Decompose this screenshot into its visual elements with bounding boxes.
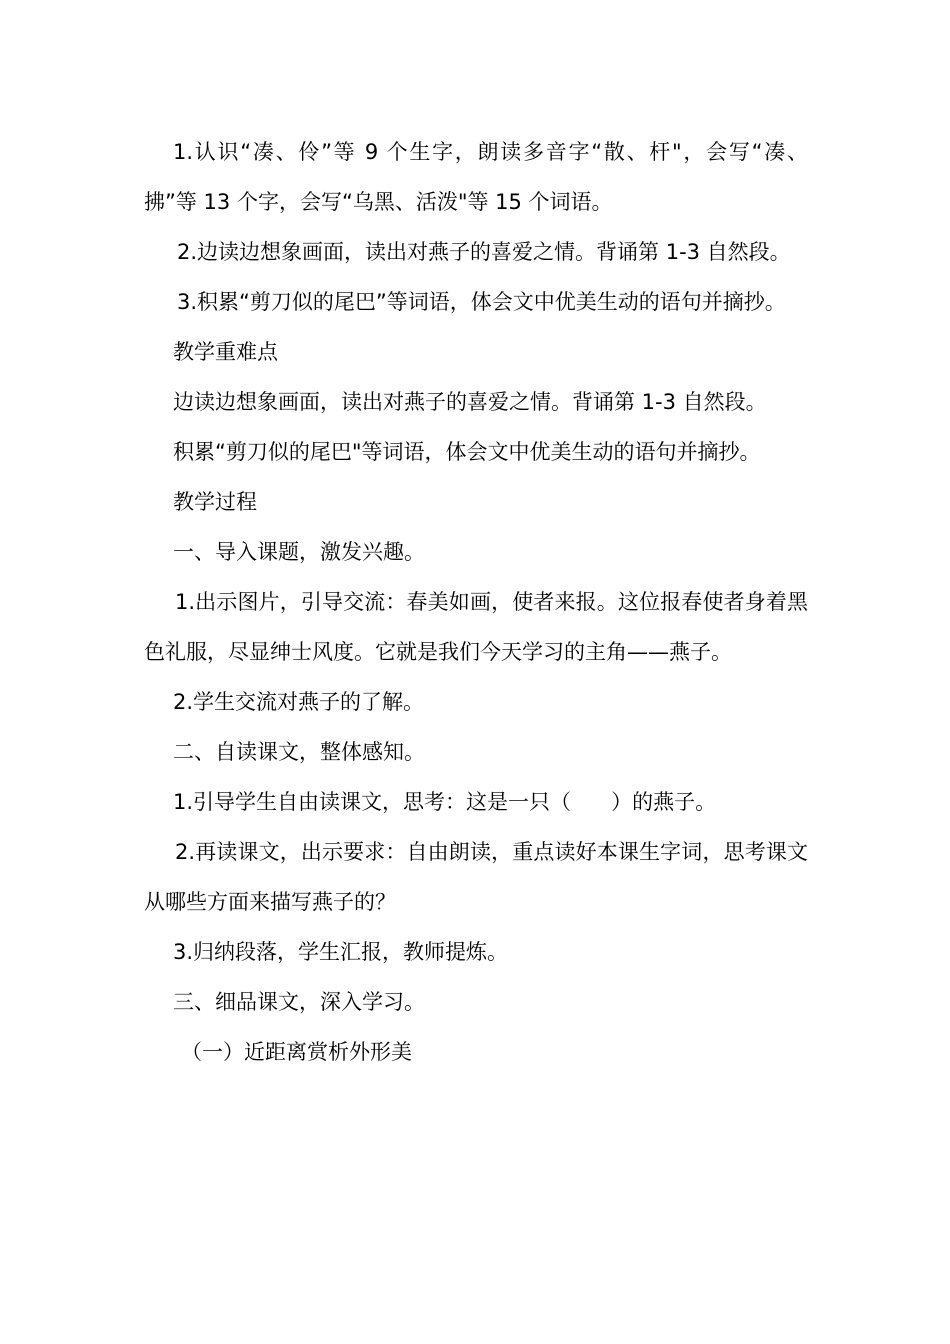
sub-step-heading-1: （一）近距离赏析外形美	[181, 1040, 412, 1064]
step-2-item-2: 2.再读课文，出示要求：自由朗读，重点读好本课生字词，思考课文从哪些方面来描写燕子的？	[144, 840, 808, 914]
objective-3: 3.积累“剪刀似的尾巴”等词语，体会文中优美生动的语句并摘抄。	[177, 290, 786, 314]
document-body	[144, 127, 808, 1077]
step-1-item-1: 1.出示图片，引导交流：春美如画，使者来报。这位报春使者身着黑色礼服，尽显绅士风度。它就是我们今天学习的主角——燕子。	[144, 590, 808, 664]
step-1-item-2: 2.学生交流对燕子的了解。	[173, 690, 425, 714]
step-heading-2: 二、自读课文，整体感知。	[173, 740, 425, 764]
section-heading-process: 教学过程	[173, 490, 257, 514]
step-2-item-1: 1.引导学生自由读课文，思考：这是一只（ ）的燕子。	[173, 790, 717, 814]
step-2-item-3: 3.归纳段落，学生汇报，教师提炼。	[173, 940, 509, 964]
key-point-1: 边读边想象画面，读出对燕子的喜爱之情。背诵第 1-3 自然段。	[173, 390, 767, 414]
step-heading-3: 三、细品课文，深入学习。	[173, 990, 425, 1014]
key-point-2: 积累“剪刀似的尾巴"等词语，体会文中优美生动的语句并摘抄。	[173, 440, 761, 464]
objective-1: 1.认识“凑、伶”等 9 个生字，朗读多音字“散、杆"，会写“凑、拂”等 13 个字，会写“乌黑、活泼"等 15 个词语。	[144, 140, 808, 214]
step-heading-1: 一、导入课题，激发兴趣。	[173, 540, 425, 564]
section-heading-key-points: 教学重难点	[173, 340, 278, 364]
objective-2: 2.边读边想象画面，读出对燕子的喜爱之情。背诵第 1-3 自然段。	[177, 240, 791, 264]
